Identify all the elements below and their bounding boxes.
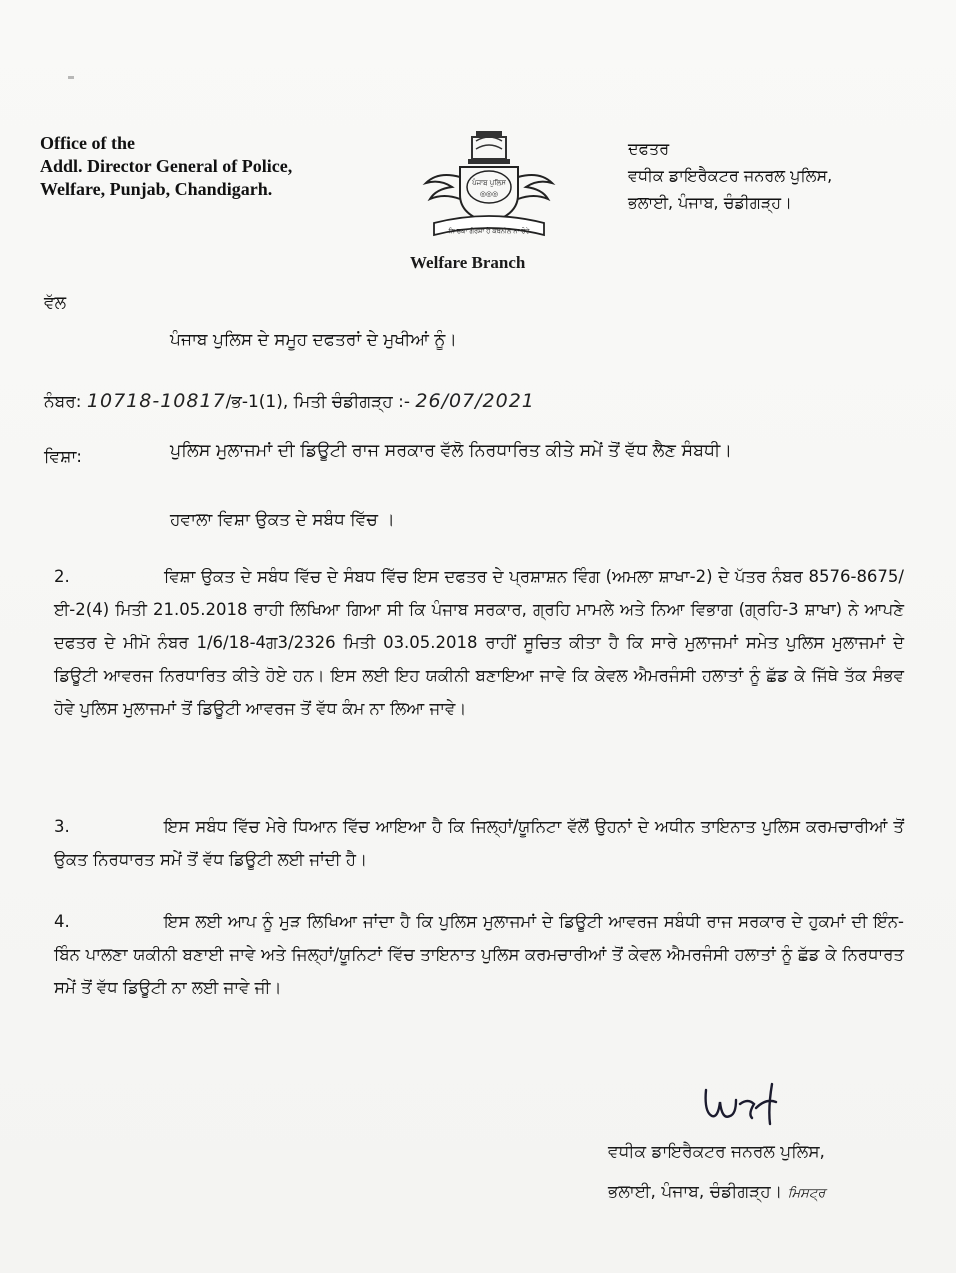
emblem-center-text: ਪੰਜਾਬ ਪੁਲਿਸ bbox=[472, 179, 506, 187]
letter-number-line bbox=[44, 390, 535, 412]
english-office-heading bbox=[40, 132, 292, 201]
paragraph-text: ਇਸ ਲਈ ਆਪ ਨੂੰ ਮੁੜ ਲਿਖਿਆ ਜਾਂਦਾ ਹੈ ਕਿ ਪੁਲਿਸ ਮੁਲਾਜਮਾਂ ਦੇ ਡਿਊਟੀ ਆਵਰਜ ਸਬੰਧੀ ਰਾਜ ਸਰਕਾਰ ਦੇ ਹੁਕਮਾਂ ਦੀ ਇੰਨ-ਬਿੰਨ ਪਾਲਣਾ ਯਕੀਨੀ ਬਣਾਈ ਜਾਵੇ ਅਤੇ ਜਿਲ੍ਹਾਂ/ਯੂਨਿਟਾਂ ਵਿੱਚ ਤਾਇਨਾਤ ਪੁਲਿਸ ਕਰਮਚਾਰੀਆਂ ਤੋਂ ਕੇਵਲ ਐਮਰਜੰਸੀ ਹਲਾਤਾਂ ਨੂੰ ਛੱਡ ਕੇ ਨਿਰਧਾਰਤ ਸਮੇਂ ਤੋਂ ਵੱਧ ਡਿਊਟੀ ਨਾ ਲਈ ਜਾਵੇ ਜੀ। bbox=[54, 912, 904, 997]
punjab-police-emblem-icon bbox=[420, 125, 558, 255]
handwritten-number: 10718-10817 bbox=[86, 390, 226, 412]
english-office-line: Addl. Director General of Police, bbox=[40, 156, 293, 176]
signatory-block bbox=[608, 1132, 825, 1214]
emblem-motto: ਨਿ ਚਕਾ ਗੋਰਸ਼ਾ ਹੈ ਕਥਨੀਲ ਨਾ ਹੋਵੇ bbox=[448, 227, 530, 235]
paragraph-text: ਇਸ ਸਬੰਧ ਵਿੱਚ ਮੇਰੇ ਧਿਆਨ ਵਿੱਚ ਆਇਆ ਹੈ ਕਿ ਜਿਲ੍ਹਾਂ/ਯੂਨਿਟਾ ਵੱਲੋਂ ਉਹਨਾਂ ਦੇ ਅਧੀਨ ਤਾਇਨਾਤ ਪੁਲਿਸ ਕਰਮਚਾਰੀਆਂ ਤੋਂ ਉਕਤ ਨਿਰਧਾਰਤ ਸਮੇਂ ਤੋਂ ਵੱਧ ਡਿਊਟੀ ਲਈ ਜਾਂਦੀ ਹੈ। bbox=[54, 817, 904, 869]
to-label: ਵੱਲ bbox=[44, 293, 67, 313]
number-prefix: ਨੰਬਰ: bbox=[44, 392, 82, 412]
handwritten-date: 26/07/2021 bbox=[415, 390, 535, 412]
subject-label: ਵਿਸ਼ਾ: bbox=[44, 447, 83, 467]
recipient-line: ਪੰਜਾਬ ਪੁਲਿਸ ਦੇ ਸਮੂਹ ਦਫਤਰਾਂ ਦੇ ਮੁਖੀਆਂ ਨੂੰ। bbox=[170, 330, 457, 350]
signature-icon bbox=[700, 1080, 800, 1130]
paragraph-2 bbox=[54, 560, 904, 725]
svg-text:◎◎◎: ◎◎◎ bbox=[479, 190, 499, 198]
signatory-office: ਭਲਾਈ, ਪੰਜਾਬ, ਚੰਡੀਗੜ੍ਹ। ਮਿਸਟ੍ਰ bbox=[608, 1182, 826, 1202]
branch-name: Welfare Branch bbox=[410, 253, 526, 272]
number-suffix: /ਭ-1(1), ਮਿਤੀ ਚੰਡੀਗੜ੍ਹ :- bbox=[225, 392, 410, 412]
punjabi-office-heading bbox=[628, 135, 832, 216]
signatory-title: ਵਧੀਕ ਡਾਇਰੈਕਟਰ ਜਨਰਲ ਪੁਲਿਸ, bbox=[608, 1142, 825, 1162]
handwritten-initials: ਮਿਸਟ੍ਰ bbox=[787, 1186, 826, 1201]
punjabi-office-line: ਭਲਾਈ, ਪੰਜਾਬ, ਚੰਡੀਗੜ੍ਹ। bbox=[628, 193, 792, 212]
paragraph-number: 4. bbox=[54, 912, 70, 931]
paragraph-3 bbox=[54, 810, 904, 876]
paragraph-text: ਵਿਸ਼ਾ ਉਕਤ ਦੇ ਸਬੰਧ ਵਿੱਚ ਦੇ ਸੰਬਧ ਵਿੱਚ ਇਸ ਦਫਤਰ ਦੇ ਪ੍ਰਸ਼ਾਸ਼ਨ ਵਿੰਗ (ਅਮਲਾ ਸ਼ਾਖਾ-2) ਦੇ ਪੱਤਰ ਨੰਬਰ 8576-8675/ਈ-2(4) ਮਿਤੀ 21.05.2018 ਰਾਹੀ ਲਿਖਿਆ ਗਿਆ ਸੀ ਕਿ ਪੰਜਾਬ ਸਰਕਾਰ, ਗ੍ਰਹਿ ਮਾਮਲੇ ਅਤੇ ਨਿਆ ਵਿਭਾਗ (ਗ੍ਰਹਿ-3 ਸ਼ਾਖਾ) ਨੇ ਆਪਣੇ ਦਫਤਰ ਦੇ ਮੀਮੋ ਨੰਬਰ 1/6/18-4ਗ3/2326 ਮਿਤੀ 03.05.2018 ਰਾਹੀਂ ਸੂਚਿਤ ਕੀਤਾ ਹੈ ਕਿ ਸਾਰੇ ਮੁਲਾਜਮਾਂ ਸਮੇਤ ਪੁਲਿਸ ਮੁਲਾਜਮਾਂ ਦੇ ਡਿਊਟੀ ਆਵਰਜ ਨਿਰਧਾਰਿਤ ਕੀਤੇ ਹੋਏ ਹਨ। ਇਸ ਲਈ ਇਹ ਯਕੀਨੀ ਬਣਾਇਆ ਜਾਵੇ ਕਿ ਕੇਵਲ ਐਮਰਜੰਸੀ ਹਲਾਤਾਂ ਨੂੰ ਛੱਡ ਕੇ ਜਿੱਥੇ ਤੱਕ ਸੰਭਵ ਹੋਵੇ ਪੁਲਿਸ ਮੁਲਾਜਮਾਂ ਤੋਂ ਡਿਊਟੀ ਆਵਰਜ ਤੋਂ ਵੱਧ ਕੰਮ ਨਾ ਲਿਆ ਜਾਵੇ। bbox=[54, 567, 904, 718]
paragraph-4 bbox=[54, 905, 904, 1004]
reference-line: ਹਵਾਲਾ ਵਿਸ਼ਾ ਉਕਤ ਦੇ ਸਬੰਧ ਵਿੱਚ । bbox=[170, 510, 395, 530]
scan-mark bbox=[68, 76, 74, 79]
subject-text: ਪੁਲਿਸ ਮੁਲਾਜਮਾਂ ਦੀ ਡਿਊਟੀ ਰਾਜ ਸਰਕਾਰ ਵੱਲੋ ਨਿਰਧਾਰਿਤ ਕੀਤੇ ਸਮੇਂ ਤੋਂ ਵੱਧ ਲੈਣ ਸੰਬਧੀ। bbox=[170, 441, 733, 461]
paragraph-number: 2. bbox=[54, 567, 70, 586]
english-office-line: Office of the bbox=[40, 133, 135, 153]
punjabi-office-line: ਦਫਤਰ bbox=[628, 139, 670, 158]
punjabi-office-line: ਵਧੀਕ ਡਾਇਰੈਕਟਰ ਜਨਰਲ ਪੁਲਿਸ, bbox=[628, 166, 833, 185]
paragraph-number: 3. bbox=[54, 817, 70, 836]
english-office-line: Welfare, Punjab, Chandigarh. bbox=[40, 179, 273, 199]
